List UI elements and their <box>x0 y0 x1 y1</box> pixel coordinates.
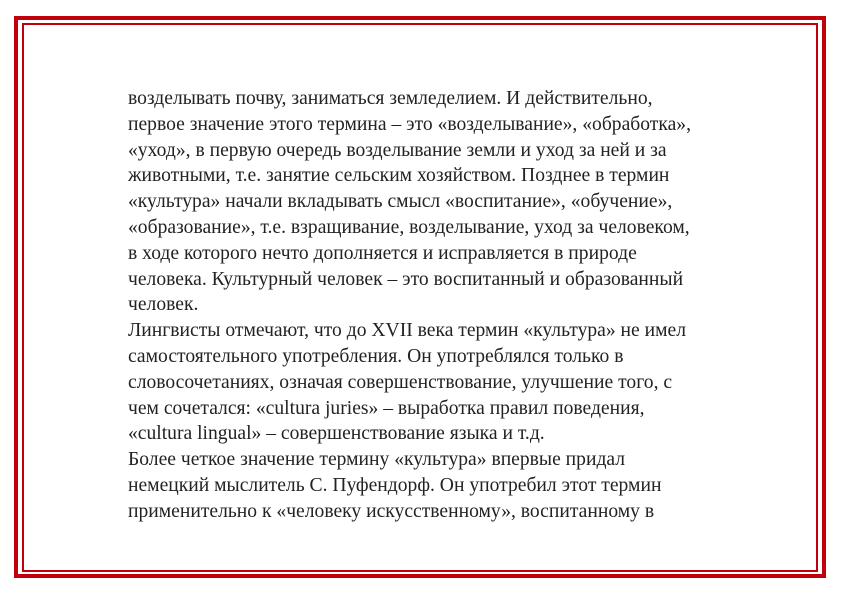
text-line: человека. Культурный человек – это воспитанный и образованный <box>128 268 684 290</box>
text-line: «культура» начали вкладывать смысл «воспитание», «обучение», <box>128 191 673 213</box>
text-line: животными, т.е. занятие сельским хозяйством. Позднее в термин <box>128 165 670 187</box>
text-line: применительно к «человеку искусственному», воспитанному в <box>128 500 655 522</box>
text-line: словосочетаниях, означая совершенствование, улучшение того, с <box>128 371 673 393</box>
text-line: «cultura lingual» – совершенствование языка и т.д. <box>128 423 545 445</box>
text-line: чем сочетался: «cultura juries» – выработка правил поведения, <box>128 397 645 419</box>
text-line: самостоятельного употребления. Он употреблялся только в <box>128 345 624 367</box>
text-line: человек. <box>128 294 199 316</box>
text-line: в ходе которого нечто дополняется и исправляется в природе <box>128 242 637 264</box>
text-line: возделывать почву, заниматься земледелием. И действительно, <box>128 88 653 109</box>
text-line: Более четкое значение термину «культура» впервые придал <box>128 449 626 471</box>
text-line: «уход», в первую очередь возделывание земли и уход за ней и за <box>128 139 667 161</box>
text-line: «образование», т.е. взращивание, возделывание, уход за человеком, <box>128 216 690 238</box>
text-line: первое значение этого термина – это «возделывание», «обработка», <box>128 113 691 135</box>
text-line: Лингвисты отмечают, что до XVII века термин «культура» не имел <box>128 320 686 342</box>
slide-body-text <box>128 86 768 525</box>
text-line: немецкий мыслитель С. Пуфендорф. Он употребил этот термин <box>128 474 662 496</box>
